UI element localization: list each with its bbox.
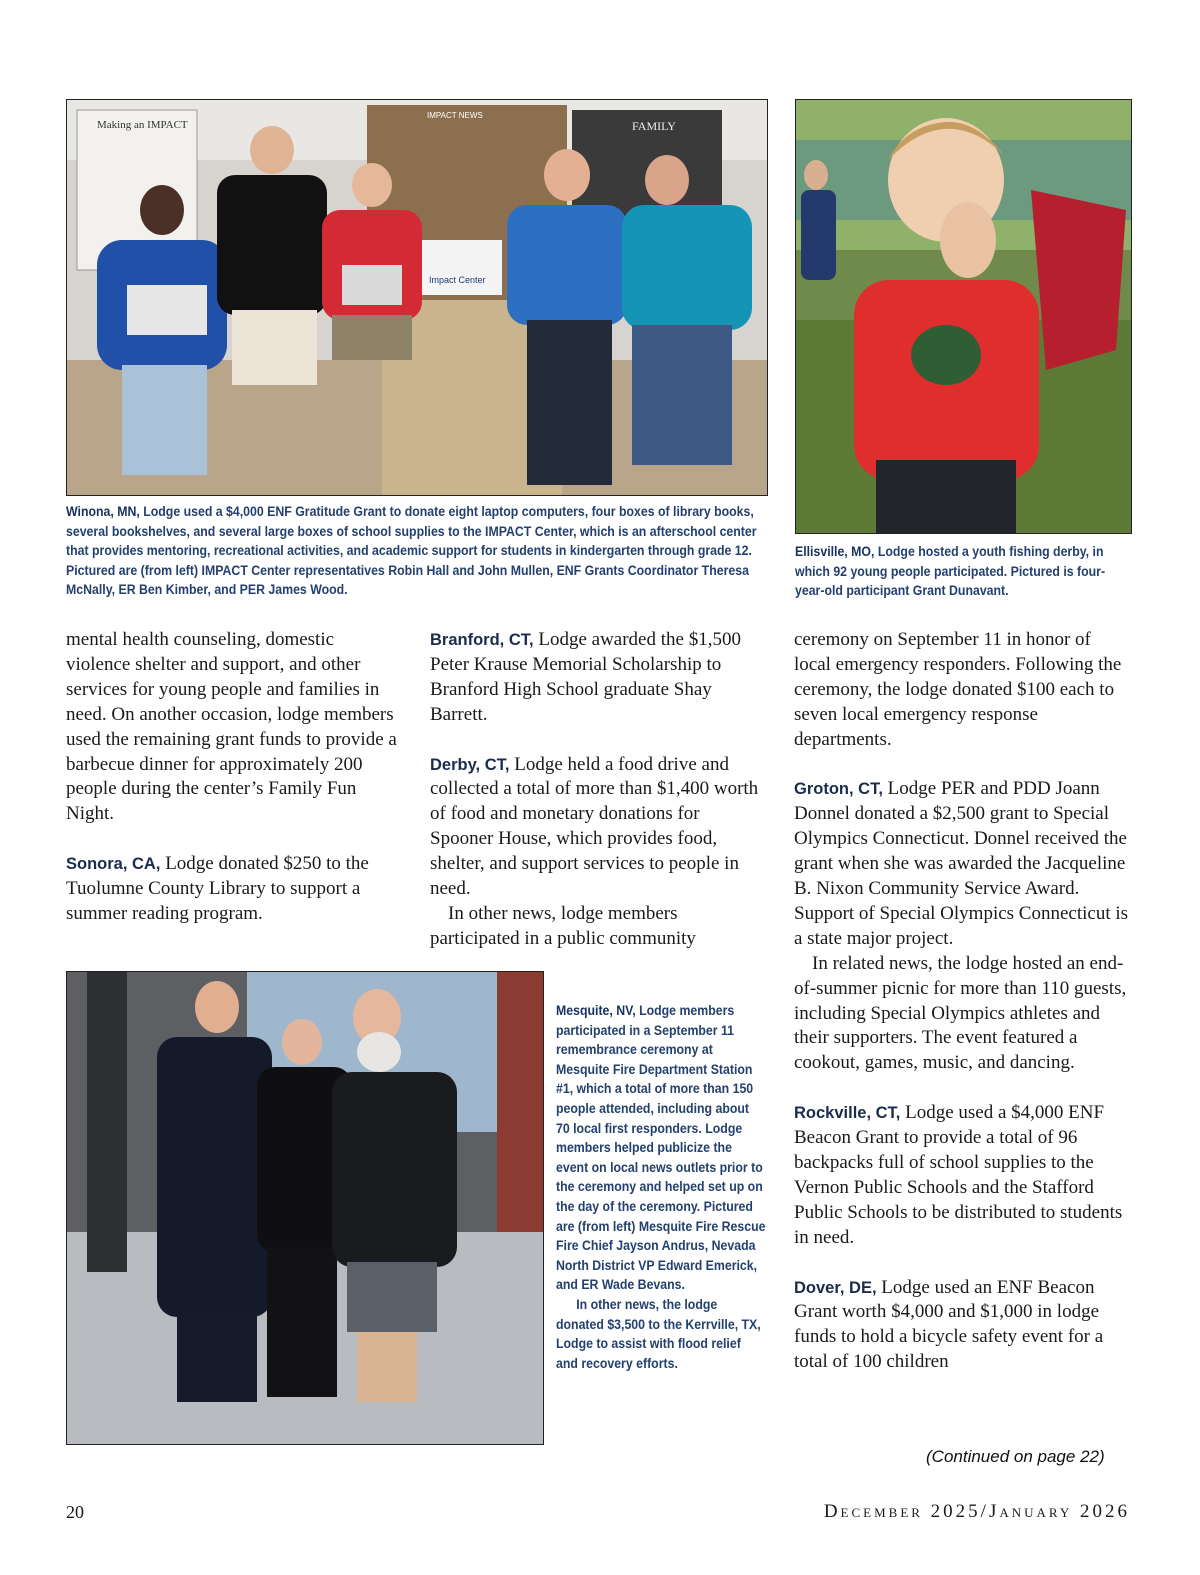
text-derby: Lodge held a food drive and collected a total of more than $1,400 worth of food and monetary donations for Spooner House, which provides food, shelter, and support services to people in need. (430, 753, 759, 900)
page-number: 20 (66, 1502, 84, 1522)
lead-branford: Branford, CT, (430, 631, 534, 649)
paragraph-derby (430, 753, 765, 902)
caption-place-mesquite: Mesquite, NV, (556, 1003, 636, 1018)
lead-derby: Derby, CT, (430, 755, 510, 774)
lead-dover: Dover, DE, (794, 1278, 877, 1297)
sign-family: FAMILY (632, 119, 676, 133)
paragraph-derby-other-news: In other news, lodge members participated in a public community (430, 902, 696, 949)
article-column-3 (794, 628, 1131, 1375)
paragraph-dover (794, 1276, 1131, 1376)
mesquite-photo (66, 971, 544, 1445)
sign-making-impact: Making an IMPACT (97, 119, 188, 131)
text-branford: Lodge awarded the $1,500 Peter Krause Memorial Scholarship to Branford High School graduate Shay Barrett. (430, 629, 741, 725)
winona-photo (66, 99, 768, 496)
lead-rockville: Rockville, CT, (794, 1104, 901, 1123)
paragraph-rockville (794, 1101, 1131, 1250)
paragraph-ceremony: ceremony on September 11 in honor of local emergency responders. Following the ceremony, the lodge donated $100 each to seven local emergency response departments. (794, 629, 1122, 750)
text-groton: Lodge PER and PDD Joann Donnel donated a $2,500 grant to Special Olympics Connecticut. Donnel received the grant when she was awarded the Jacqueline B. Nixon Community Service Award. Support of Special Olympics Connecticut is a state major project. (794, 778, 1129, 949)
article-column-2 (430, 628, 765, 952)
sign-impact-center: Impact Center (429, 275, 486, 285)
caption-place-winona: Winona, MN, (66, 504, 140, 519)
lead-sonora: Sonora, CA, (66, 855, 161, 874)
paragraph-groton (794, 777, 1131, 951)
ellisville-photo (795, 99, 1132, 534)
caption-text-ellisville: Lodge hosted a youth fishing derby, in which 92 young people participated. Pictured is four-year-old participant Grant Dunavant. (795, 544, 1106, 599)
article-column-1 (66, 628, 400, 927)
mesquite-caption (556, 1001, 766, 1373)
paragraph-continued: mental health counseling, domestic violence shelter and support, and other services for young people and families in need. On another occasion, lodge members used the remaining grant funds to provide a barbecue dinner for approximately 200 people during the center’s Family Fun Night. (66, 629, 397, 825)
winona-caption (66, 502, 762, 600)
continued-notice: (Continued on page 22) (926, 1447, 1105, 1466)
ellisville-caption (795, 542, 1131, 601)
caption-text-mesquite-other-news: In other news, the lodge donated $3,500 to the Kerrville, TX, Lodge to assist with flood relief and recovery efforts. (556, 1296, 761, 1371)
sign-impact-news: IMPACT NEWS (427, 111, 483, 120)
lead-groton: Groton, CT, (794, 780, 883, 799)
caption-place-ellisville: Ellisville, MO, (795, 544, 875, 559)
text-sonora: Lodge donated $250 to the Tuolumne County Library to support a summer reading program. (66, 853, 369, 924)
issue-date: December 2025/January 2026 (823, 1501, 1130, 1522)
text-dover: Lodge used an ENF Beacon Grant worth $4,000 and $1,000 in lodge funds to hold a bicycle safety event for a total of 100 children (794, 1276, 1104, 1373)
paragraph-branford (430, 628, 765, 728)
caption-text-mesquite: Lodge members participated in a September 11 remembrance ceremony at Mesquite Fire Department Station #1, which a total of more than 150 people attended, including about 70 local first responders. Lodge members helped publicize the event on local news outlets prior to the ceremony and helped set up on the day of the ceremony. Pictured are (from left) Mesquite Fire Rescue Fire Chief Jayson Andrus, Nevada North District VP Edward Emerick, and ER Wade Bevans. (556, 1003, 766, 1293)
paragraph-groton-picnic: In related news, the lodge hosted an end-of-summer picnic for more than 110 guests, including Special Olympics athletes and their supporters. The event featured a cookout, games, music, and dancing. (794, 952, 1127, 1074)
paragraph-sonora (66, 852, 400, 927)
caption-text-winona: Lodge used a $4,000 ENF Gratitude Grant to donate eight laptop computers, four boxes of library books, several bookshelves, and several large boxes of school supplies to the IMPACT Center, which is an afterschool center that provides mentoring, recreational activities, and academic support for students in kindergarten through grade 12. Pictured are (from left) IMPACT Center representatives Robin Hall and John Mullen, ENF Grants Coordinator Theresa McNally, ER Ben Kimber, and PER James Wood. (66, 504, 757, 598)
text-rockville: Lodge used a $4,000 ENF Beacon Grant to provide a total of 96 backpacks full of school supplies to the Vernon Public Schools and the Stafford Public Schools to be distributed to students in need. (794, 1102, 1123, 1248)
